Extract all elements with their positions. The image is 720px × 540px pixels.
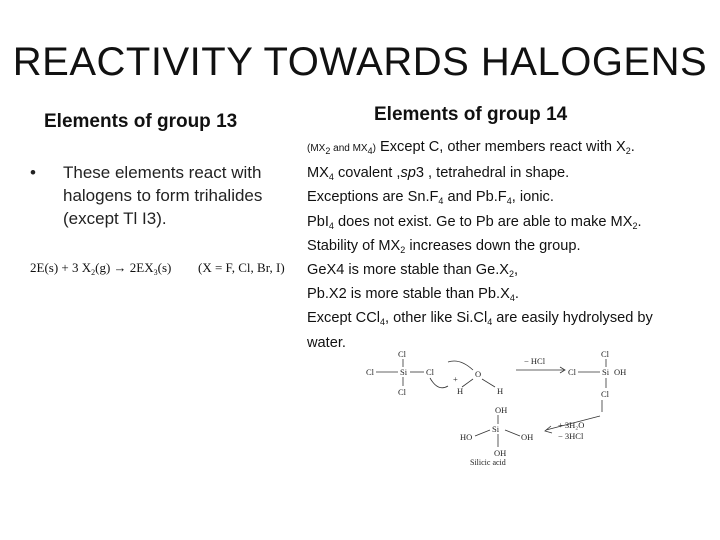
eq-condition: (X = F, Cl, Br, I) [198, 260, 285, 275]
svg-text:Cl: Cl [601, 389, 610, 399]
g14-line-3: Exceptions are $Sn.F_4$ and $Pb.F_4$, ionic. [307, 189, 554, 207]
group-14-text [307, 135, 707, 355]
g14-line-2: $MX_4$ covalent ,sp3 , tetrahedral in shape. [307, 165, 570, 183]
eq-lhs: 2E(s) + 3 $X_2(g) \to 2EX_3(s)$ [30, 260, 172, 277]
svg-text:Cl: Cl [426, 367, 435, 377]
svg-text:Si: Si [492, 424, 500, 434]
g14-line-8: Except CCl$_4$, other like $Si.Cl_4$ are easily hydrolysed by [307, 310, 653, 328]
svg-text:OH: OH [495, 405, 508, 415]
svg-text:− HCl: − HCl [524, 356, 546, 366]
svg-text:Cl: Cl [601, 349, 610, 359]
svg-text:Cl: Cl [366, 367, 375, 377]
svg-text:Cl: Cl [568, 367, 577, 377]
svg-text:H: H [457, 386, 464, 396]
g14-line-6: GeX4 is more stable than $Ge.X_2$, [307, 262, 519, 280]
svg-text:OH: OH [494, 448, 507, 458]
g14-line-4: PbI$_4$ does not exist. Ge to Pb are able to make $MX_2$. [307, 213, 642, 231]
g14-line-7: Pb.X2 is more stable than $Pb.X_4$. [307, 286, 519, 304]
svg-text:OH: OH [614, 367, 627, 377]
g14-line-1: ($MX_2$ and $MX_4$) Except C, other members react with $X_2$. [307, 139, 635, 156]
svg-text:− 3HCl: − 3HCl [558, 431, 584, 441]
svg-text:HO: HO [460, 432, 473, 442]
slide-title: REACTIVITY TOWARDS HALOGENS [12, 40, 708, 84]
bullet-icon: • [30, 163, 36, 182]
g14-line-9: water. [307, 334, 346, 351]
svg-text:Cl: Cl [398, 349, 407, 359]
svg-text:Si: Si [400, 367, 408, 377]
svg-text:+ 3H₂O: + 3H₂O [558, 420, 585, 430]
svg-text:H: H [497, 386, 504, 396]
svg-text:Silicic acid: Silicic acid [470, 458, 506, 467]
bullet-text: These elements react with halogens to form trihalides (except Tl I3). [63, 163, 263, 228]
group-13-heading: Elements of group 13 [44, 111, 238, 132]
halogen-reaction-equation [30, 256, 295, 282]
group-14-heading: Elements of group 14 [374, 104, 568, 125]
svg-text:O: O [475, 369, 482, 379]
svg-text:+: + [453, 374, 458, 384]
svg-text:Cl: Cl [398, 387, 407, 397]
sicl4-hydrolysis-scheme [330, 348, 630, 468]
g14-line-5: Stability of $MX_2$ increases down the group. [307, 237, 581, 255]
svg-text:Si: Si [602, 367, 610, 377]
svg-text:OH: OH [521, 432, 534, 442]
